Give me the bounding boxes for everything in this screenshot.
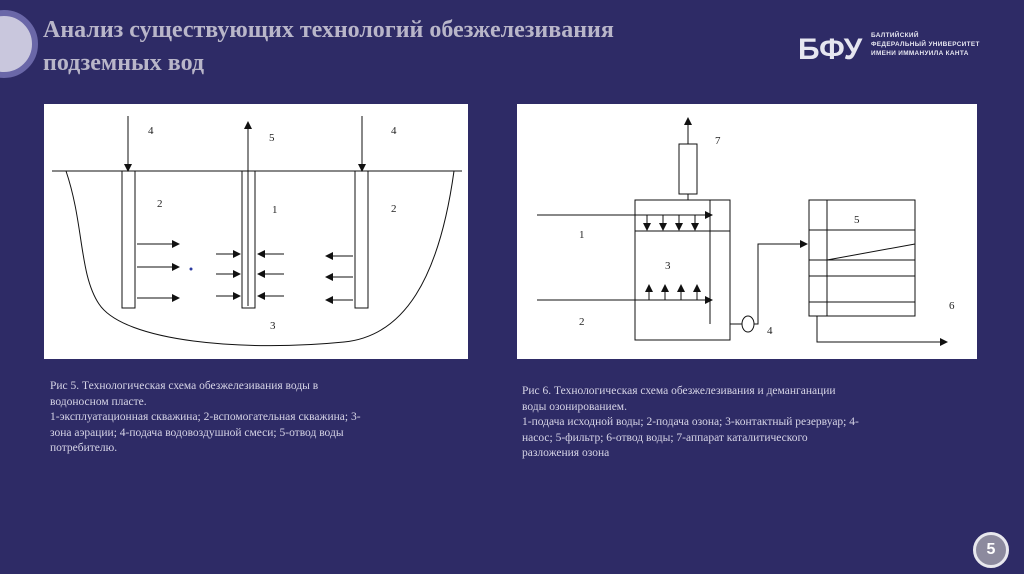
logo-line-2: ФЕДЕРАЛЬНЫЙ УНИВЕРСИТЕТ	[871, 41, 980, 48]
pump	[742, 316, 754, 332]
caption-left-line: 1-эксплуатационная скважина; 2-вспомогательная скважина; 3-	[50, 411, 361, 423]
label-7: 7	[715, 135, 721, 147]
down-arrows	[647, 215, 695, 230]
caption-right	[522, 384, 977, 462]
figure-aquifer-scheme	[44, 104, 468, 359]
label-3: 3	[270, 320, 276, 332]
slide-decoration-circle	[0, 10, 38, 78]
label-2-left: 2	[157, 198, 163, 210]
caption-right-line: насос; 5-фильтр; 6-отвод воды; 7-аппарат каталитического	[522, 431, 808, 444]
caption-right-line: воды озонированием.	[522, 400, 627, 413]
title-line-2: подземных вод	[43, 50, 205, 76]
caption-left-line: зона аэрации; 4-подача водовоздушной смеси; 5-отвод воды	[50, 426, 344, 439]
label-2-right: 2	[391, 203, 397, 215]
auxiliary-well-left	[122, 171, 135, 308]
logo-text	[871, 31, 980, 58]
label-6: 6	[949, 300, 955, 312]
logo-line-1: БАЛТИЙСКИЙ	[871, 32, 919, 39]
page-number-badge: 5	[973, 532, 1009, 568]
aquifer-diagram	[44, 104, 468, 359]
label-5: 5	[854, 214, 860, 226]
left-well-outflow-arrows	[137, 244, 179, 298]
filter	[809, 200, 915, 316]
logo-line-3: ИМЕНИ ИММАНУИЛА КАНТА	[871, 50, 969, 57]
up-arrows	[649, 285, 697, 300]
figure-ozonation-scheme	[517, 104, 977, 359]
contact-reservoir	[635, 200, 730, 340]
caption-left-line: водоносном пласте.	[50, 395, 147, 408]
label-2: 2	[579, 316, 585, 328]
pump-to-filter-pipe	[754, 244, 807, 324]
bfu-logo-icon	[798, 28, 864, 68]
logo-mark-text: БФУ	[798, 33, 863, 66]
label-1: 1	[579, 229, 585, 241]
title-line-1: Анализ существующих технологий обезжелезивания	[43, 17, 614, 43]
catalytic-ozone-destructor	[679, 144, 697, 194]
right-well-outflow-arrows	[326, 256, 353, 300]
caption-right-line: Рис 6. Технологическая схема обезжелезивания и деманганации	[522, 385, 836, 397]
auxiliary-well-right	[355, 171, 368, 308]
label-1: 1	[272, 204, 278, 216]
label-4: 4	[767, 325, 773, 337]
caption-right-line: 1-подача исходной воды; 2-подача озона; 3-контактный резервуар; 4-	[522, 416, 859, 428]
caption-left	[50, 379, 470, 457]
label-5: 5	[269, 132, 275, 144]
ozonation-diagram	[517, 104, 977, 359]
university-logo	[798, 28, 1003, 68]
label-3: 3	[665, 260, 671, 272]
caption-left-line: Рис 5. Технологическая схема обезжелезивания воды в	[50, 380, 319, 392]
water-outlet-arrow	[817, 316, 947, 342]
slide-title	[43, 14, 783, 80]
label-4-right: 4	[391, 125, 397, 137]
caption-right-line: разложения озона	[522, 447, 610, 459]
label-4-left: 4	[148, 125, 154, 137]
marker-dot	[190, 268, 193, 271]
caption-left-line: потребителю.	[50, 442, 118, 454]
